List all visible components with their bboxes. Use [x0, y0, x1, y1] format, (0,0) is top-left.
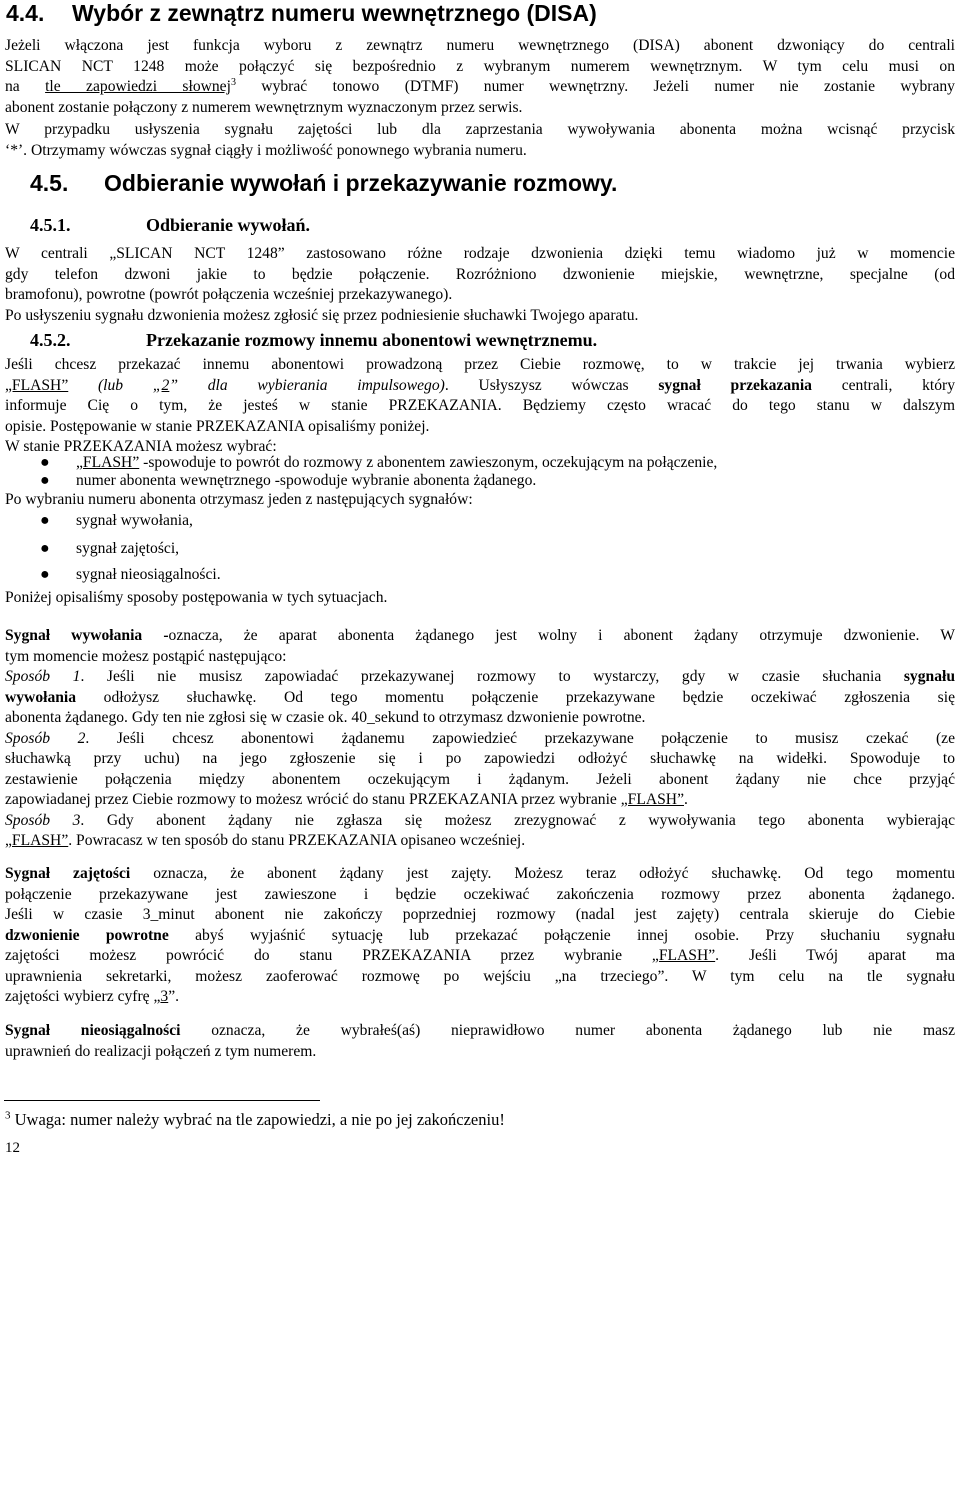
paragraph-signals-intro: Po wybraniu numeru abonenta otrzymasz jeden z następujących sygnałów:: [5, 491, 473, 508]
paragraph-receiving: W centrali „SLICAN NCT 1248” zastosowano różne rodzaje dzwonienia dzięki temu wiadomo już w momencie gdy telefon dzwoni jakie to będzie połączenie. Rozróżniono dzwonienie miejskie, wewnętrzne, specjalne (od bramofonu), powrotne (powrót połączenia wcześniej przekazywanego). Po usłyszeniu sygnału dzwonienia możesz zgłosić się przez podniesienie słuchawki Twojego aparatu.: [5, 245, 955, 324]
page-number: 12: [5, 1140, 20, 1156]
paragraph-busy-signal: W przypadku usłyszenia sygnału zajętości lub dla zaprzestania wywoływania abonenta można wcisnąć przycisk ‘*’. Otrzymamy wówczas sygnał ciągły i możliwość ponownego wybrania numeru.: [5, 121, 955, 159]
section-heading-4-4: 4.4. Wybór z zewnątrz numeru wewnętrznego (DISA): [6, 0, 597, 26]
bullet-icon: ●: [40, 566, 50, 583]
footnote-ref: 3: [230, 76, 236, 88]
paragraph-transfer: Jeśli chcesz przekazać innemu abonentowi prowadzoną przez Ciebie rozmowę, to w trakcie jej trwania wybierz „FLASH” (lub „2” dla wybierania impulsowego). Usłyszysz wówczas sygnał przekazania centrali, który informuje Cię o tym, że jesteś w stanie PRZEKAZANIA. Będziemy często wracać do tego stanu w dalszym opisie. Postępowanie w stanie PRZEKAZANIA opisaliśmy poniżej. W stanie PRZEKAZANIA możesz wybrać:: [5, 356, 956, 455]
section-heading-4-5-2: 4.5.2. Przekazanie rozmowy innemu abonentowi wewnętrznemu.: [30, 330, 598, 350]
disa-line-3: na tle zapowiedzi słownej$^3$ wybrać tonowo (DTMF) numer wewnętrzny. Jeżeli numer nie zostanie wybrany: [5, 76, 955, 95]
footnote: $^3$ Uwaga: numer należy wybrać na tle zapowiedzi, a nie po jej zakończeniu!: [5, 1109, 505, 1129]
bullet-icon: ●: [40, 454, 50, 471]
paragraph-situations: Poniżej opisaliśmy sposoby postępowania w tych sytuacjach.: [5, 589, 388, 606]
list-item: ● numer abonenta wewnętrznego -spowoduje wybranie abonenta żądanego.: [40, 472, 537, 489]
bullet-icon: ●: [40, 512, 50, 529]
footnote-separator: [4, 1100, 320, 1101]
paragraph-busy: Sygnał zajętości oznacza, że abonent żądany jest zajęty. Możesz teraz odłożyć słuchawkę. Od tego momentu połączenie przekazywane jest zawieszone i będzie oczekiwać zakończenia rozmowy przez abonenta żądanego. Jeśli w czasie 3_minut abonent nie zakończy poprzedniej rozmowy (nadal jest zajęty) centrala skieruje do Ciebie dzwonienie powrotne abyś wyjaśnić sytuację lub przekazać połączenie innej osobie. Przy słuchaniu sygnału zajętości możesz powrócić do stanu PRZEKAZANIA przez wybranie „FLASH”. Jeśli Twój aparat ma uprawnienia sekretarki, możesz zaoferować rozmowę po wejściu „na trzeciego”. W tym celu na tle sygnału zajętości wybierz cyfrę „3”.: [5, 865, 955, 1005]
section-heading-4-5: 4.5. Odbieranie wywołań i przekazywanie rozmowy.: [30, 170, 618, 196]
paragraph-disa: Jeżeli włączona jest funkcja wyboru z zewnątrz numeru wewnętrznego (DISA) abonent dzwoniący do centrali SLICAN NCT 1248 może połączyć się bezpośrednio z wybranym numerem wewnętrznym. W tym celu musi on na tle zapowiedzi słownej$^3$ wybrać tonowo (DTMF) numer wewnętrzny. Jeżeli numer nie zostanie wybrany abonent zostanie połączony z numerem wewnętrznym wyznaczonym przez serwis.: [5, 37, 955, 116]
bullet-icon: ●: [40, 540, 50, 557]
list-item: ● sygnał wywołania,: [40, 512, 193, 529]
paragraph-unreachable: Sygnał nieosiągalności oznacza, że wybrałeś(aś) nieprawidłowo numer abonenta żądanego lub nie masz uprawnień do realizacji połączeń z tym numerem.: [5, 1022, 955, 1060]
section-heading-4-5-1: 4.5.1. Odbieranie wywołań.: [30, 215, 311, 235]
list-item: ● „FLASH” -spowoduje to powrót do rozmowy z abonentem zawieszonym, oczekującym na połączenie,: [40, 454, 718, 471]
bullet-icon: ●: [40, 472, 50, 489]
list-item: ● sygnał zajętości,: [40, 540, 180, 557]
paragraph-call-signal: Sygnał wywołania -oznacza, że aparat abonenta żądanego jest wolny i abonent żądany otrzymuje dzwonienie. W tym momencie możesz postąpić następująco: Sposób 1. Jeśli nie musisz zapowiadać przekazywanej rozmowy to wystarczy, gdy w czasie słuchania sygnału wywołania odłożysz słuchawkę. Od tego momentu połączenie przekazywane będzie oczekiwać zgłoszenia się abonenta żądanego. Gdy ten nie zgłosi się w czasie ok. 40_sekund to otrzymasz dzwonienie powrotne. Sposób 2. Jeśli chcesz abonentowi żądanemu zapowiedzieć przekazywane połączenie to musisz czekać (ze słuchawką przy uchu) na jego zgłoszenie się i po zapowiedzi odłożyć słuchawkę na widełki. Spowoduje to zestawienie połączenia między abonentem oczekującym i żądanym. Jeżeli abonent żądany nie chce przyjąć zapowiadanej przez Ciebie rozmowy to możesz wrócić do stanu PRZEKAZANIA przez wybranie „FLASH”. Sposób 3. Gdy abonent żądany nie zgłasza się możesz zrezygnować z wywoływania tego abonenta wybierając „FLASH”. Powracasz w ten sposób do stanu PRZEKAZANIA opisaneo wcześniej.: [5, 627, 956, 849]
list-item: ● sygnał nieosiągalności.: [40, 566, 221, 583]
